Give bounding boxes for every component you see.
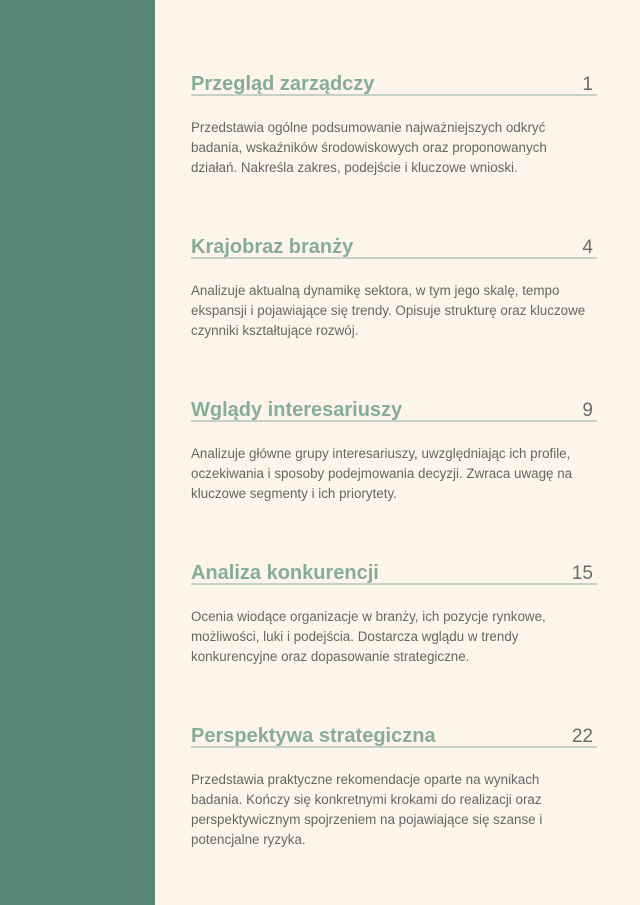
toc-entry-title[interactable]: Krajobraz branży [191,236,354,258]
toc-entry-description: Przedstawia praktyczne rekomendacje oparte na wynikach badania. Kończy się konkretnymi krokami do realizacji oraz perspektywicznym spojrzeniem na pojawiające się szanse i potencjalne ryzyka. [191,772,543,847]
toc-entry-description: Analizuje główne grupy interesariuszy, uwzględniając ich profile, oczekiwania i sposoby podejmowania decyzji. Zwraca uwagę na kluczowe segmenty i ich priorytety. [191,446,573,501]
toc-entry-title[interactable]: Analiza konkurencji [191,562,379,584]
toc-entry-page-number: 9 [582,400,593,421]
toc-entry-header [191,223,597,259]
toc-entry-title[interactable]: Perspektywa strategiczna [191,725,436,747]
toc-entry-header [191,712,597,748]
toc-entry[interactable] [191,223,597,341]
toc-entry-page-number: 22 [571,726,593,747]
toc-entry-title[interactable]: Przegląd zarządczy [191,73,375,95]
toc-entry-page-number: 4 [582,237,593,258]
toc-entry-page-number: 1 [582,74,593,95]
toc-entry-description: Ocenia wiodące organizacje w branży, ich pozycje rynkowe, możliwości, luki i podejścia. Dostarcza wglądu w trendy konkurencyjne oraz dopasowanie strategiczne. [191,609,546,664]
toc-entry-header [191,60,597,96]
toc-entry-description: Analizuje aktualną dynamikę sektora, w tym jego skalę, tempo ekspansji i pojawiające się trendy. Opisuje strukturę oraz kluczowe czynniki kształtujące rozwój. [191,283,586,338]
toc-entry[interactable] [191,549,597,667]
toc-entry-header [191,549,597,585]
toc-entry-header [191,386,597,422]
toc-entry-description: Przedstawia ogólne podsumowanie najważniejszych odkryć badania, wskaźników środowiskowych oraz proponowanych działań. Nakreśla zakres, podejście i kluczowe wnioski. [191,120,547,175]
toc-entry-title[interactable]: Wglądy interesariuszy [191,399,403,421]
sidebar-panel [0,0,155,905]
toc-entry-page-number: 15 [571,563,593,584]
toc-entry[interactable] [191,712,597,850]
toc-entry[interactable] [191,386,597,504]
toc-entry[interactable] [191,60,597,178]
